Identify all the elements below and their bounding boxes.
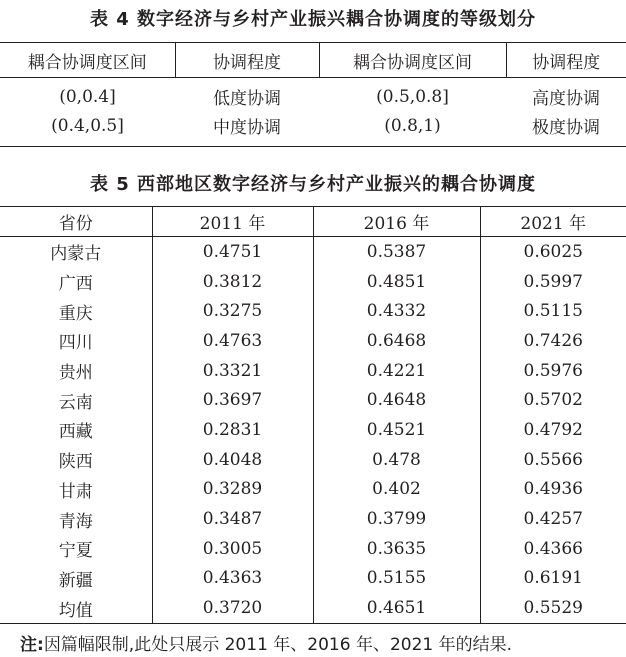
table-row [0,356,626,386]
table5-header-cell: 2011 年 [152,207,313,237]
value-cell-2016: 0.4851 [313,267,480,297]
value-cell-2021: 0.5976 [480,356,626,386]
table4-header-cell: 耦合协调度区间 [0,43,175,78]
value-cell-2011: 0.2831 [152,415,313,445]
value-cell-2016: 0.5155 [313,564,480,594]
table5-header-cell: 省份 [0,207,152,237]
value-cell-2011: 0.4751 [152,237,313,267]
value-cell-2011: 0.3289 [152,475,313,505]
table4-cell: (0.5,0.8] [376,86,449,107]
province-cell: 青海 [58,511,93,532]
value-cell-2016: 0.4521 [313,415,480,445]
value-cell-2011: 0.3720 [152,593,313,623]
table4-header-row [0,43,626,78]
western-regions-coupling-table [0,206,626,624]
value-cell-2011: 0.3487 [152,504,313,534]
value-cell-2016: 0.4332 [313,296,480,326]
value-cell-2016: 0.3635 [313,534,480,564]
value-cell-2021: 0.5997 [480,267,626,297]
province-cell: 新疆 [58,570,93,591]
value-cell-2016: 0.4221 [313,356,480,386]
value-cell-2011: 0.4048 [152,445,313,475]
table5-caption: 表 5 西部地区数字经济与乡村产业振兴的耦合协调度 [89,174,537,195]
table4-cell: 低度协调 [213,89,281,109]
value-cell-2016: 0.478 [313,445,480,475]
table-row [0,504,626,534]
footnote-label: 注: [20,635,44,655]
table4-header-cell: 协调程度 [175,43,319,78]
value-cell-2011: 0.3321 [152,356,313,386]
province-cell: 均值 [0,593,152,623]
value-cell-2021: 0.5529 [480,593,626,623]
table-row [0,385,626,415]
province-cell: 云南 [58,392,93,413]
table-row [0,267,626,297]
value-cell-2021: 0.4792 [480,415,626,445]
coordination-grade-table [0,42,626,147]
value-cell-2011: 0.3005 [152,534,313,564]
value-cell-2021: 0.5702 [480,385,626,415]
table4-header-cell: 耦合协调度区间 [319,43,506,78]
value-cell-2021: 0.6025 [480,237,626,267]
table4-cell: (0.8,1) [319,111,506,147]
table-row-average [0,593,626,623]
value-cell-2016: 0.3799 [313,504,480,534]
table-row [0,78,626,112]
table-row [0,237,626,267]
value-cell-2011: 0.3812 [152,267,313,297]
value-cell-2016: 0.5387 [313,237,480,267]
province-cell: 宁夏 [58,541,93,562]
value-cell-2021: 0.4366 [480,534,626,564]
province-cell: 重庆 [58,303,93,324]
value-cell-2021: 0.7426 [480,326,626,356]
value-cell-2011: 0.4763 [152,326,313,356]
footnote [20,630,512,655]
value-cell-2016: 0.4651 [313,593,480,623]
value-cell-2021: 0.5566 [480,445,626,475]
table-row [0,111,626,147]
value-cell-2011: 0.4363 [152,564,313,594]
table-row [0,534,626,564]
table5-header-row [0,207,626,237]
table4-header-cell: 协调程度 [506,43,626,78]
table-row [0,296,626,326]
value-cell-2021: 0.4936 [480,475,626,505]
province-cell: 甘肃 [58,481,93,502]
value-cell-2016: 0.6468 [313,326,480,356]
province-cell: 西藏 [58,422,93,443]
value-cell-2021: 0.6191 [480,564,626,594]
province-cell: 陕西 [58,452,93,473]
value-cell-2011: 0.3697 [152,385,313,415]
footnote-text: 因篇幅限制,此处只展示 2011 年、2016 年、2021 年的结果. [43,635,513,655]
value-cell-2011: 0.3275 [152,296,313,326]
value-cell-2021: 0.4257 [480,504,626,534]
table-row [0,564,626,594]
table-row [0,475,626,505]
value-cell-2016: 0.402 [313,475,480,505]
table4-cell: 中度协调 [175,111,319,147]
table5-header-cell: 2021 年 [480,207,626,237]
province-cell: 广西 [58,274,93,295]
table5-header-cell: 2016 年 [313,207,480,237]
province-cell: 贵州 [58,363,93,384]
table-row [0,326,626,356]
table4-cell: 高度协调 [532,89,600,109]
table4-cell: 极度协调 [506,111,626,147]
value-cell-2021: 0.5115 [480,296,626,326]
value-cell-2016: 0.4648 [313,385,480,415]
table-row [0,415,626,445]
table4-caption: 表 4 数字经济与乡村产业振兴耦合协调度的等级划分 [89,9,537,30]
table4-cell: (0,0.4] [59,86,116,107]
province-cell: 内蒙古 [50,244,102,265]
table-row [0,445,626,475]
table4-cell: (0.4,0.5] [0,111,175,147]
province-cell: 四川 [58,333,93,354]
